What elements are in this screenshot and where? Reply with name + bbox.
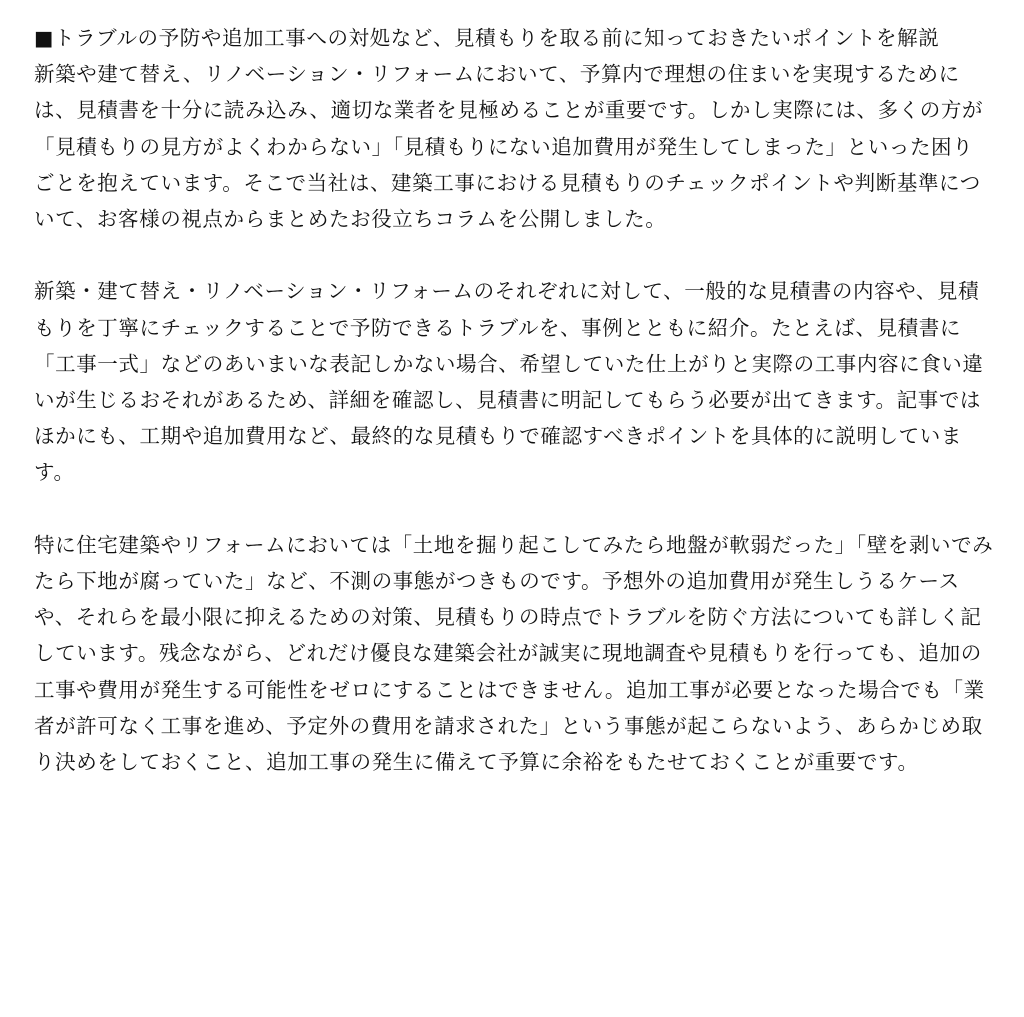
paragraph-estimate-contents: 新築・建て替え・リノベーション・リフォームのそれぞれに対して、一般的な見積書の内容や、見積もりを丁寧にチェックすることで予防できるトラブルを、事例とともに紹介。たとえば、見積書に「工事一式」などのあいまいな表記しかない場合、希望していた仕上がりと実際の工事内容に食い違いが生じるおそれがあるため、詳細を確認し、見積書に明記してもらう必要が出てきます。記事ではほかにも、工期や追加費用など、最終的な見積もりで確認すべきポイントを具体的に説明しています。 bbox=[34, 279, 984, 485]
paragraph-additional-costs: 特に住宅建築やリフォームにおいては「土地を掘り起こしてみたら地盤が軟弱だった」「壁を剥いでみたら下地が腐っていた」など、不測の事態がつきものです。予想外の追加費用が発生しうるケースや、それらを最小限に抑えるための対策、見積もりの時点でトラブルを防ぐ方法についても詳しく記しています。残念ながら、どれだけ優良な建築会社が誠実に現地調査や見積もりを行っても、追加の工事や費用が発生する可能性をゼロにすることはできません。追加工事が必要となった場合でも「業者が許可なく工事を進め、予定外の費用を請求された」という事態が起こらないよう、あらかじめ取り決めをしておくこと、追加工事の発生に備えて予算に余裕をもたせておくことが重要です。 bbox=[34, 532, 994, 775]
paragraph-spacer bbox=[34, 491, 994, 527]
paragraph-intro: 新築や建て替え、リノベーション・リフォームにおいて、予算内で理想の住まいを実現するためには、見積書を十分に読み込み、適切な業者を見極めることが重要です。しかし実際には、多くの方が「見積もりの見方がよくわからない」「見積もりにない追加費用が発生してしまった」といった困りごとを抱えています。そこで当社は、建築工事における見積もりのチェックポイントや判断基準について、お客様の視点からまとめたお役立ちコラムを公開しました。 bbox=[34, 62, 984, 232]
document-heading: ■トラブルの予防や追加工事への対処など、見積もりを取る前に知っておきたいポイントを解説 bbox=[34, 26, 940, 50]
paragraph-spacer bbox=[34, 237, 994, 273]
